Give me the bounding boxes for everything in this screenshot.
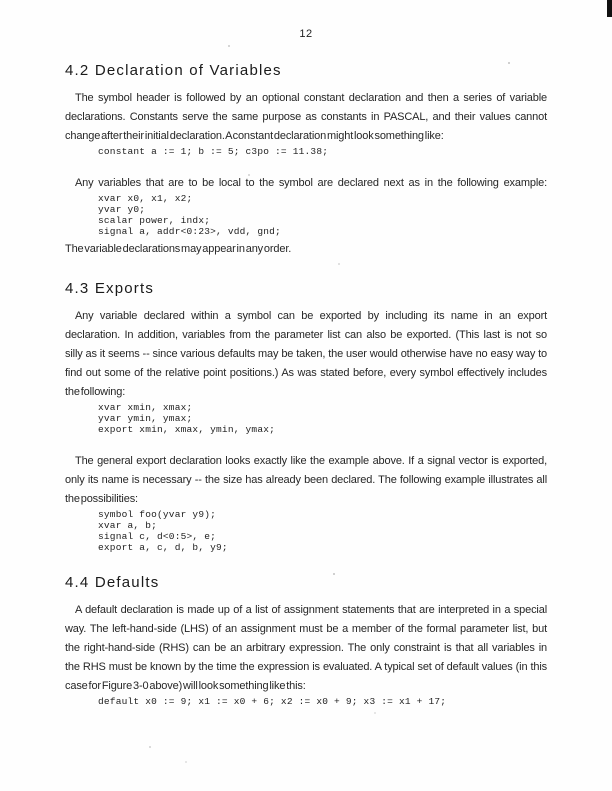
text-line: The symbol header is followed by an optional constant declaration and then a series of variable <box>75 92 547 104</box>
scan-speck <box>508 62 510 64</box>
text-line: find out some of the relative point positions.) As was stated before, every symbol effectively includes <box>65 367 547 379</box>
text-line: Any variables that are to be local to the symbol are declared next as in the following example: <box>75 177 547 189</box>
code-line: xvar xmin, xmax; <box>98 402 193 413</box>
text-line: the RHS must be known by the time the expression is evaluated. A typical set of default values (in this <box>65 661 547 673</box>
code-line: default x0 := 9; x1 := x0 + 6; x2 := x0 + 9; x3 := x1 + 17; <box>98 696 447 707</box>
scan-speck <box>248 174 250 176</box>
paragraph <box>65 240 547 259</box>
text-line: way. The left-hand-side (LHS) of an assignment must be a member of the formal parameter list, but <box>65 623 547 635</box>
section-blocks <box>65 89 547 259</box>
text-line: declaration. In addition, variables from the parameter list can also be exported. (This last is not so <box>65 329 547 341</box>
code-line: signal c, d<0:5>, e; <box>98 531 217 542</box>
section-blocks <box>65 601 547 707</box>
code-block <box>65 509 547 553</box>
code-block <box>65 193 547 237</box>
text-line: only its name is necessary -- the size has already been declared. The following example illustrates all <box>65 474 547 486</box>
section-heading: 4.4 Defaults <box>65 574 160 591</box>
text-line: the right-hand-side (RHS) can be an arbitrary expression. The only constraint is that all variables in <box>65 642 547 654</box>
code-line: symbol foo(yvar y9); <box>98 509 217 520</box>
text-line: change after their initial declaration. A constant declaration might look something like: <box>65 130 444 142</box>
section-heading: 4.3 Exports <box>65 280 155 297</box>
scan-speck <box>228 45 230 47</box>
code-line: export a, c, d, b, y9; <box>98 542 228 553</box>
text-line: case for Figure 3-0 above) will look something like this: <box>65 680 306 692</box>
text-line: A default declaration is made up of a list of assignment statements that are interpreted in a special <box>75 604 547 616</box>
paragraph <box>65 307 547 402</box>
scan-speck <box>374 712 376 714</box>
code-block <box>65 146 547 157</box>
code-block <box>65 696 547 707</box>
code-line: xvar a, b; <box>98 520 158 531</box>
scan-speck <box>149 746 151 748</box>
text-line: declarations. Constants serve the same purpose as constants in PASCAL, and their values cannot <box>65 111 547 123</box>
text-line: the following: <box>65 386 126 398</box>
code-line: constant a := 1; b := 5; c3po := 11.38; <box>98 146 329 157</box>
section-blocks <box>65 307 547 553</box>
code-line: xvar x0, x1, x2; <box>98 193 193 204</box>
paragraph <box>65 89 547 146</box>
page-content <box>65 61 547 707</box>
paragraph <box>65 174 547 193</box>
page-number: 12 <box>299 28 313 40</box>
code-line: scalar power, indx; <box>98 215 211 226</box>
paragraph <box>65 601 547 696</box>
code-block <box>65 402 547 435</box>
text-line: The general export declaration looks exactly like the example above. If a signal vector is exported, <box>75 455 547 467</box>
code-line: yvar y0; <box>98 204 146 215</box>
scan-artifact-bar <box>607 0 612 17</box>
scan-speck <box>338 263 340 265</box>
code-line: signal a, addr<0:23>, vdd, gnd; <box>98 226 281 237</box>
text-line: silly as it seems -- since various defaults may be taken, the user would otherwise have no easy way to <box>65 348 547 360</box>
section-heading: 4.2 Declaration of Variables <box>65 62 282 79</box>
paragraph <box>65 452 547 509</box>
code-line: export xmin, xmax, ymin, ymax; <box>98 424 276 435</box>
document-section <box>65 61 547 259</box>
document-section <box>65 573 547 707</box>
scan-speck <box>185 761 187 763</box>
scan-speck <box>333 573 335 575</box>
text-line: The variable declarations may appear in any order. <box>65 243 292 255</box>
document-section <box>65 279 547 553</box>
text-line: the possibilities: <box>65 493 138 505</box>
code-line: yvar ymin, ymax; <box>98 413 193 424</box>
text-line: Any variable declared within a symbol can be exported by including its name in an export <box>75 310 547 322</box>
